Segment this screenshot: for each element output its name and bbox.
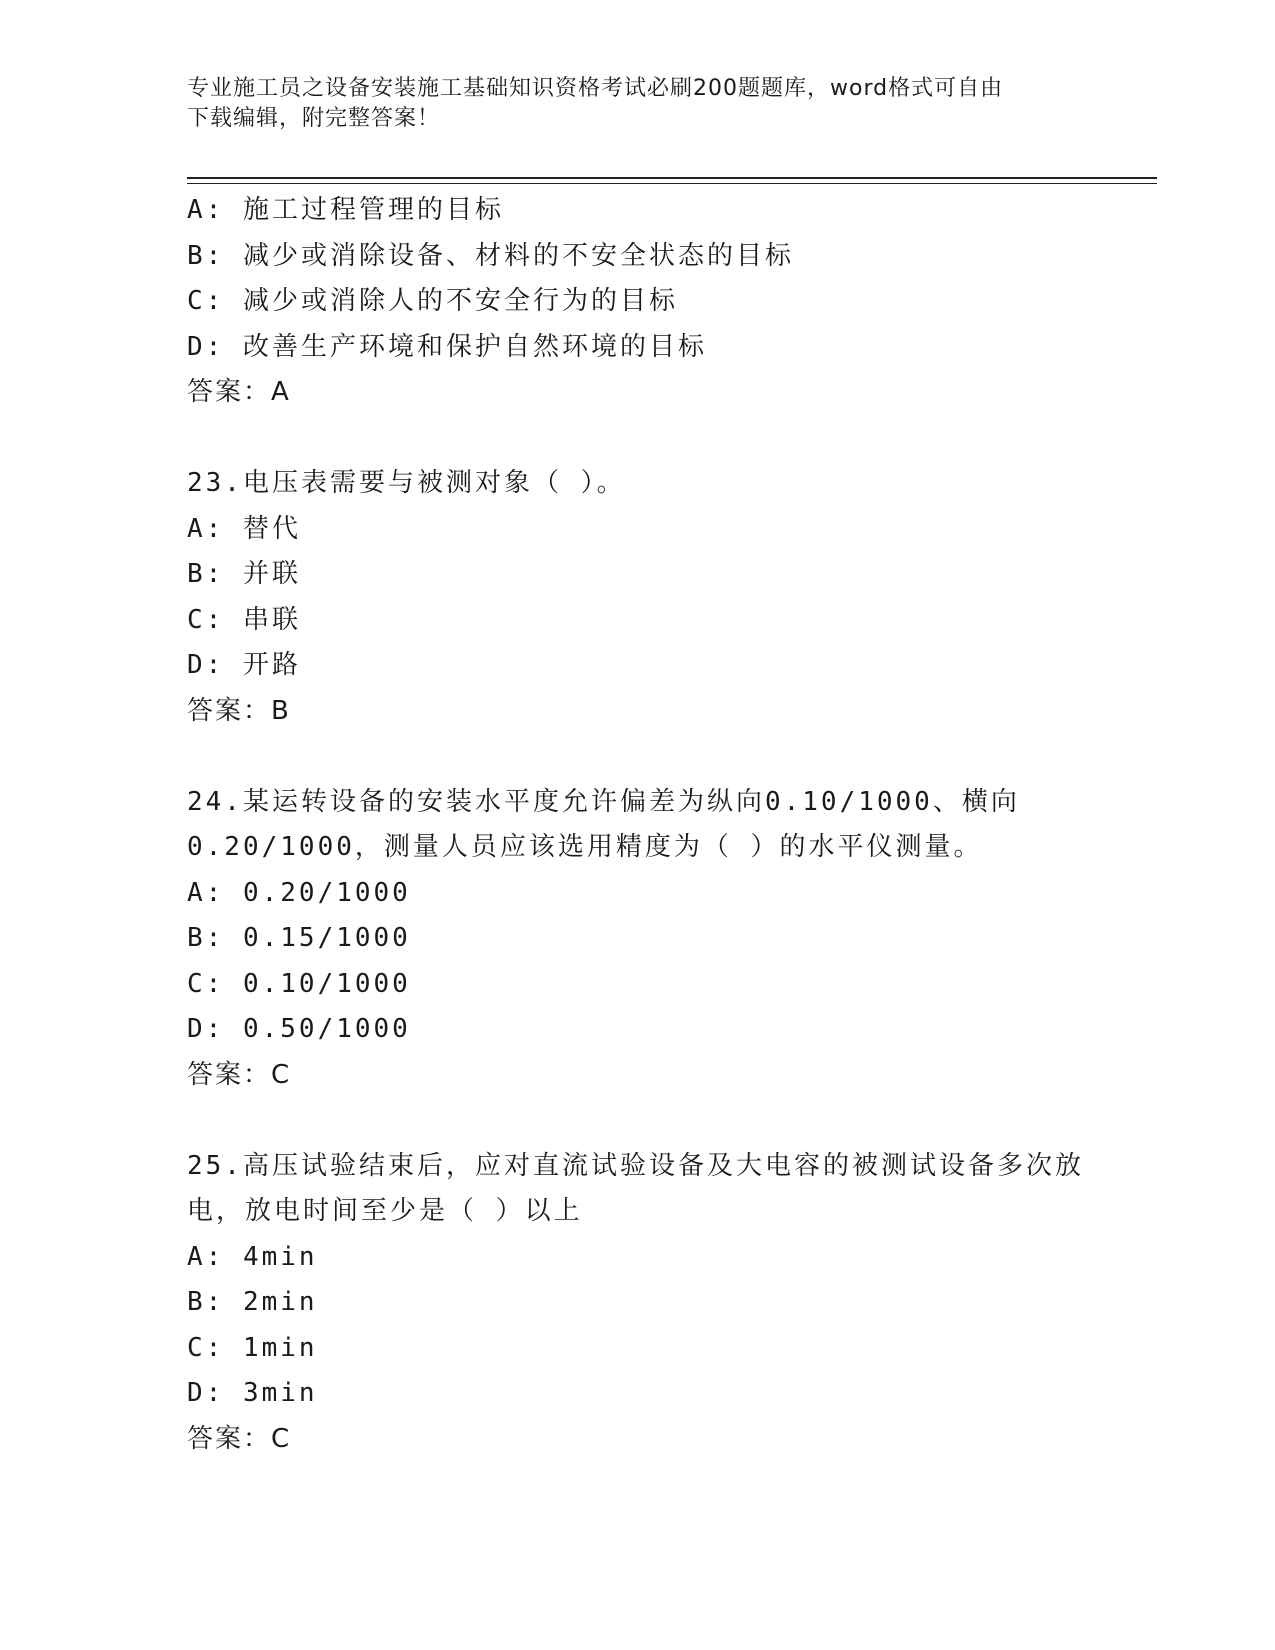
option-b: B: 2min — [187, 1287, 318, 1317]
question-stem-line-2: 电，放电时间至少是（ ）以上 — [187, 1196, 583, 1226]
answer-23: 答案：B — [187, 695, 291, 726]
option-c: C: 0.10/1000 — [187, 968, 411, 999]
option-d: D: 3min — [187, 1378, 318, 1408]
option-d: D: 改善生产环境和保护自然环境的目标 — [187, 331, 707, 362]
header-title-line-2: 下载编辑，附完整答案！ — [187, 106, 441, 131]
page-header — [187, 74, 1087, 134]
option-d: D: 开路 — [187, 650, 301, 680]
answer-24: 答案：C — [187, 1059, 292, 1090]
answer-25: 答案：C — [187, 1423, 292, 1454]
answer-22: 答案：A — [187, 377, 291, 407]
option-c: C: 串联 — [187, 604, 301, 635]
question-stem-line-2: 0.20/1000，测量人员应该选用精度为（ ）的水平仪测量。 — [187, 832, 983, 862]
question-25 — [187, 1144, 1137, 1463]
spacer — [187, 416, 1137, 462]
spacer — [187, 734, 1137, 780]
option-a: A: 4min — [187, 1241, 318, 1272]
option-b: B: 0.15/1000 — [187, 923, 411, 953]
option-c: C: 1min — [187, 1332, 318, 1363]
question-stem: 23.电压表需要与被测对象（ ）。 — [187, 468, 626, 498]
option-b: B: 并联 — [187, 559, 301, 589]
header-title-line-1: 专业施工员之设备安装施工基础知识资格考试必刷200题题库，word格式可自由 — [187, 76, 1004, 101]
option-c: C: 减少或消除人的不安全行为的目标 — [187, 286, 678, 316]
question-22 — [187, 188, 1137, 416]
option-a: A: 施工过程管理的目标 — [187, 195, 504, 225]
option-d: D: 0.50/1000 — [187, 1014, 411, 1044]
option-b: B: 减少或消除设备、材料的不安全状态的目标 — [187, 240, 794, 271]
spacer — [187, 1098, 1137, 1144]
question-23 — [187, 461, 1137, 734]
question-24 — [187, 780, 1137, 1099]
option-a: A: 0.20/1000 — [187, 877, 411, 908]
question-stem-line-1: 25.高压试验结束后，应对直流试验设备及大电容的被测试设备多次放 — [187, 1150, 1084, 1181]
question-stem-line-1: 24.某运转设备的安装水平度允许偏差为纵向0.10/1000、横向 — [187, 786, 1020, 817]
question-list — [187, 188, 1137, 1462]
header-divider — [187, 177, 1157, 184]
option-a: A: 替代 — [187, 513, 301, 544]
